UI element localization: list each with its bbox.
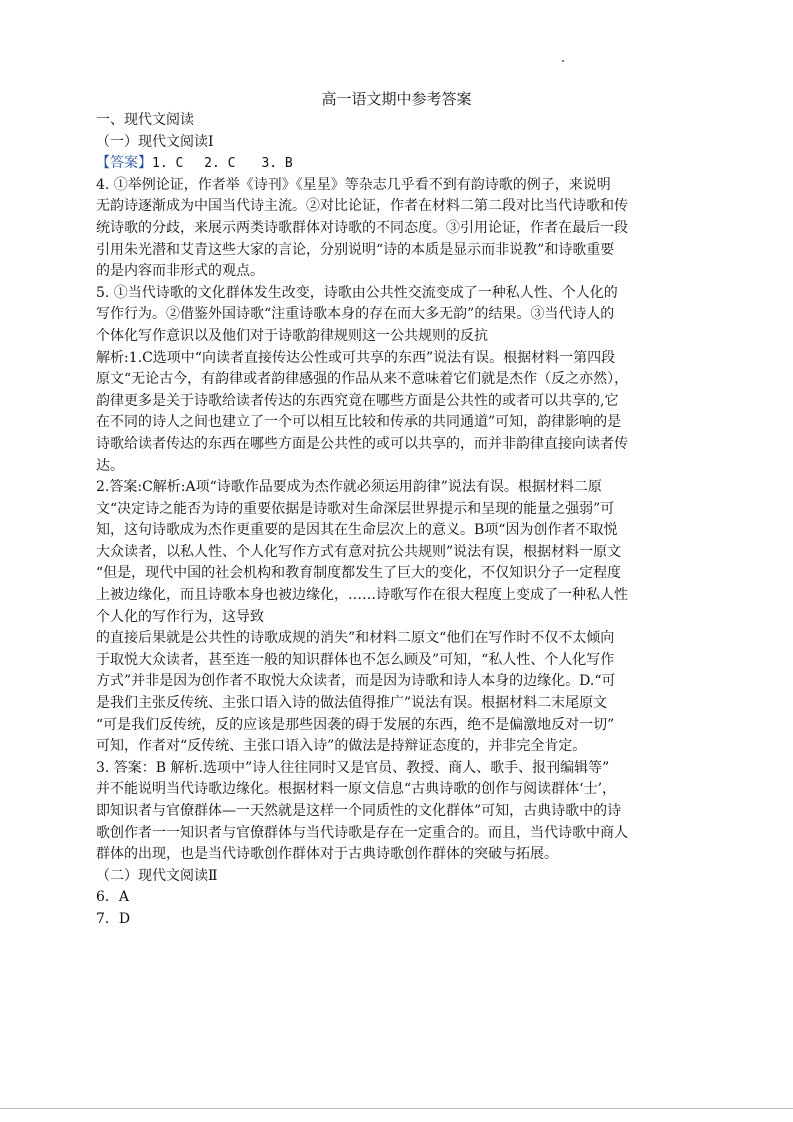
page-dot xyxy=(562,60,564,62)
answer-item: 6．A xyxy=(96,889,130,906)
page-title: 高一语文期中参考答案 xyxy=(321,90,472,108)
text-line: 3. 答案：B 解析.选项中”诗人往往同时又是官员、教授、商人、歌手、报刊编辑等” xyxy=(96,759,610,776)
text-line: 的是内容而非形式的观点。 xyxy=(96,263,264,280)
text-line: 群体的出现，也是当代诗歌创作群体对于古典诗歌创作群体的突破与拓展。 xyxy=(96,846,558,863)
text-line: 诗歌给读者传达的东西在哪些方面是公共性的或可以共享的，而并非韵律直接向读者传 xyxy=(96,435,628,452)
subsection-heading: （二）现代文阅读Ⅱ xyxy=(96,867,218,884)
text-line: 个人化的写作行为，这导致 xyxy=(96,608,264,625)
text-line: “可是我们反传统，反的应该是那些因袭的碍于发展的东西，绝不是偏激地反对一切” xyxy=(96,716,615,733)
text-line: 引用朱光潜和艾青这些大家的言论，分别说明“诗的本质是显示而非说教”和诗歌重要 xyxy=(96,241,615,258)
text-line: 歌创作者一一知识者与官僚群体与当代诗歌是存在一定重合的。而且，当代诗歌中商人 xyxy=(96,824,628,841)
text-line: 即知识者与官僚群体—一天然就是这样一个同质性的文化群体”可知，古典诗歌中的诗 xyxy=(96,803,622,819)
text-line: 是我们主张反传统、主张口语入诗的做法值得推广”说法有误。根据材料二末尾原文 xyxy=(96,695,608,712)
text-line: 方式”并非是因为创作者不取悦大众读者，而是因为诗歌和诗人本身的边缘化。D.“可 xyxy=(96,673,616,690)
text-line: 4. ①举例论证，作者举《诗刊》《星星》等杂志几乎看不到有韵诗歌的例子，来说明 xyxy=(96,176,611,193)
text-line: 无韵诗逐渐成为中国当代诗主流。②对比论证，作者在材料二第二段对比当代诗歌和传 xyxy=(96,198,628,215)
text-line: 韵律更多是关于诗歌给读者传达的东西究竟在哪些方面是公共性的或者可以共享的,它 xyxy=(96,392,619,409)
text-line: 上被边缘化，而且诗歌本身也被边缘化，……诗歌写作在很大程度上变成了一种私人性 xyxy=(96,587,628,604)
text-line: 文“决定诗之能否为诗的重要依据是诗歌对生命深层世界提示和呈现的能量之强弱”可 xyxy=(96,500,615,517)
text-line: 原文“无论古今，有韵律或者韵律感强的作品从来不意味着它们就是杰作（反之亦然）， xyxy=(96,371,629,388)
document-body xyxy=(96,110,704,931)
text-line: 大众读者，以私人性、个人化写作方式有意对抗公共规则”说法有误，根据材料一原文 xyxy=(96,543,622,560)
text-line: 2.答案:C解析:A项“诗歌作品要成为杰作就必须运用韵律”说法有误。根据材料二原 xyxy=(96,479,602,496)
text-line: 在不同的诗人之间也建立了一个可以相互比较和传承的共同通道”可知，韵律影响的是 xyxy=(96,414,622,431)
text-line: 可知，作者对“反传统、主张口语入诗”的做法是持辩证态度的，并非完全肯定。 xyxy=(96,738,587,755)
text-line: 于取悦大众读者，甚至连一般的知识群体也不怎么顾及”可知，“私人性、个人化写作 xyxy=(96,651,615,668)
answer-values: 1. C 2. C 3. B xyxy=(152,156,293,172)
text-line: 的直接后果就是公共性的诗歌成规的消失”和材料二原文“他们在写作时不仅不太倾向 xyxy=(96,630,615,647)
answer-line xyxy=(96,153,704,175)
text-line: 5. ①当代诗歌的文化群体发生改变，诗歌由公共性交流变成了一种私人性、个人化的 xyxy=(96,284,618,301)
text-line: 并不能说明当代诗歌边缘化。根据材料一原文信息“古典诗歌的创作与阅读群体‘士’， xyxy=(96,781,617,798)
text-line: 个体化写作意识以及他们对于诗歌韵律规则这一公共规则的反抗 xyxy=(96,327,488,344)
text-line: “但是，现代中国的社会机构和教育制度都发生了巨大的变化，不仅知识分子一定程度 xyxy=(96,565,622,582)
text-line: 统诗歌的分歧，来展示两类诗歌群体对诗歌的不同态度。③引用论证，作者在最后一段 xyxy=(96,219,628,236)
subsection-heading: （一）现代文阅读Ⅰ xyxy=(96,133,214,150)
text-line: 达。 xyxy=(96,457,124,474)
answer-tag: 【答案】 xyxy=(96,155,152,172)
page-bottom-rule xyxy=(0,1108,793,1109)
answer-item: 7．D xyxy=(96,910,131,927)
section-heading: 一、现代文阅读 xyxy=(96,112,194,128)
text-line: 解析:1.C选项中“向读者直接传达公性或可共享的东西”说法有误。根据材料一第四段 xyxy=(96,349,616,366)
text-line: 写作行为。②借鉴外国诗歌“注重诗歌本身的存在而大多无韵”的结果。③当代诗人的 xyxy=(96,306,615,323)
text-line: 知，这句诗歌成为杰作更重要的是因其在生命层次上的意义。B项“因为创作者不取悦 xyxy=(96,522,618,539)
